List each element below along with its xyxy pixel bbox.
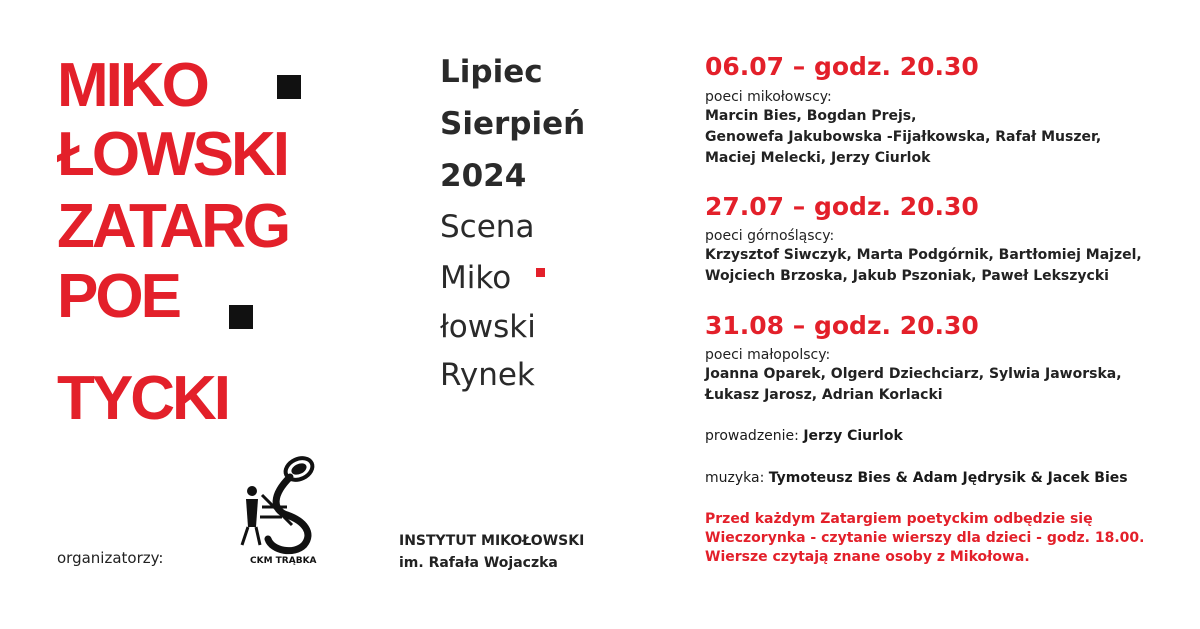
music-label: muzyka:	[705, 470, 765, 486]
event-date: 06.07 – godz. 20.30	[705, 52, 979, 81]
names-line: Genowefa Jakubowska -Fijałkowska, Rafał Muszer,	[705, 129, 1102, 145]
title-line-4: POE	[57, 262, 179, 331]
host-label: prowadzenie:	[705, 428, 799, 444]
institute-line-2: im. Rafała Wojaczka	[399, 555, 558, 571]
black-square-decoration	[229, 305, 253, 329]
institute-line-1: INSTYTUT MIKOŁOWSKI	[399, 533, 585, 549]
organizers-label: organizatorzy:	[57, 549, 164, 567]
children-reading-note	[705, 510, 1144, 567]
black-square-decoration	[277, 75, 301, 99]
title-line-1: MIKO	[57, 51, 207, 120]
event-names	[705, 106, 1101, 169]
title-line-3: ZATARG	[57, 192, 289, 261]
venue-line-2: Miko	[440, 260, 512, 296]
title-line-2: ŁOWSKI	[57, 120, 287, 189]
ckm-trabka-logo-icon	[232, 455, 322, 559]
month-august: Sierpień	[440, 106, 586, 142]
event-group: poeci małopolscy:	[705, 347, 831, 363]
year: 2024	[440, 158, 527, 194]
venue-line-4: Rynek	[440, 357, 535, 393]
names-line: Joanna Oparek, Olgerd Dziechciarz, Sylwia Jaworska,	[705, 366, 1122, 382]
logo-caption: CKM TRĄBKA	[250, 556, 317, 566]
names-line: Łukasz Jarosz, Adrian Korlacki	[705, 387, 943, 403]
music-names: Tymoteusz Bies & Adam Jędrysik & Jacek Bies	[768, 470, 1128, 486]
title-line-5: TYCKI	[57, 364, 228, 433]
note-line: Wieczorynka - czytanie wierszy dla dzieci - godz. 18.00.	[705, 530, 1145, 546]
note-line: Wiersze czytają znane osoby z Mikołowa.	[705, 549, 1030, 565]
event-date: 27.07 – godz. 20.30	[705, 192, 979, 221]
event-group: poeci mikołowscy:	[705, 89, 832, 105]
note-line: Przed każdym Zatargiem poetyckim odbędzie się	[705, 511, 1093, 527]
venue-line-3: łowski	[440, 309, 536, 345]
names-line: Krzysztof Siwczyk, Marta Podgórnik, Bartłomiej Majzel,	[705, 247, 1142, 263]
event-date: 31.08 – godz. 20.30	[705, 311, 979, 340]
names-line: Maciej Melecki, Jerzy Ciurlok	[705, 150, 931, 166]
music-info	[705, 470, 1128, 486]
host-info	[705, 428, 903, 444]
venue-line-1: Scena	[440, 209, 535, 245]
names-line: Wojciech Brzoska, Jakub Pszoniak, Paweł Lekszycki	[705, 268, 1109, 284]
month-july: Lipiec	[440, 54, 543, 90]
institute-name	[399, 530, 584, 574]
event-names	[705, 245, 1142, 287]
names-line: Marcin Bies, Bogdan Prejs,	[705, 108, 917, 124]
event-names	[705, 364, 1122, 406]
event-group: poeci górnośląscy:	[705, 228, 835, 244]
red-square-decoration	[536, 268, 545, 277]
host-name: Jerzy Ciurlok	[803, 428, 903, 444]
